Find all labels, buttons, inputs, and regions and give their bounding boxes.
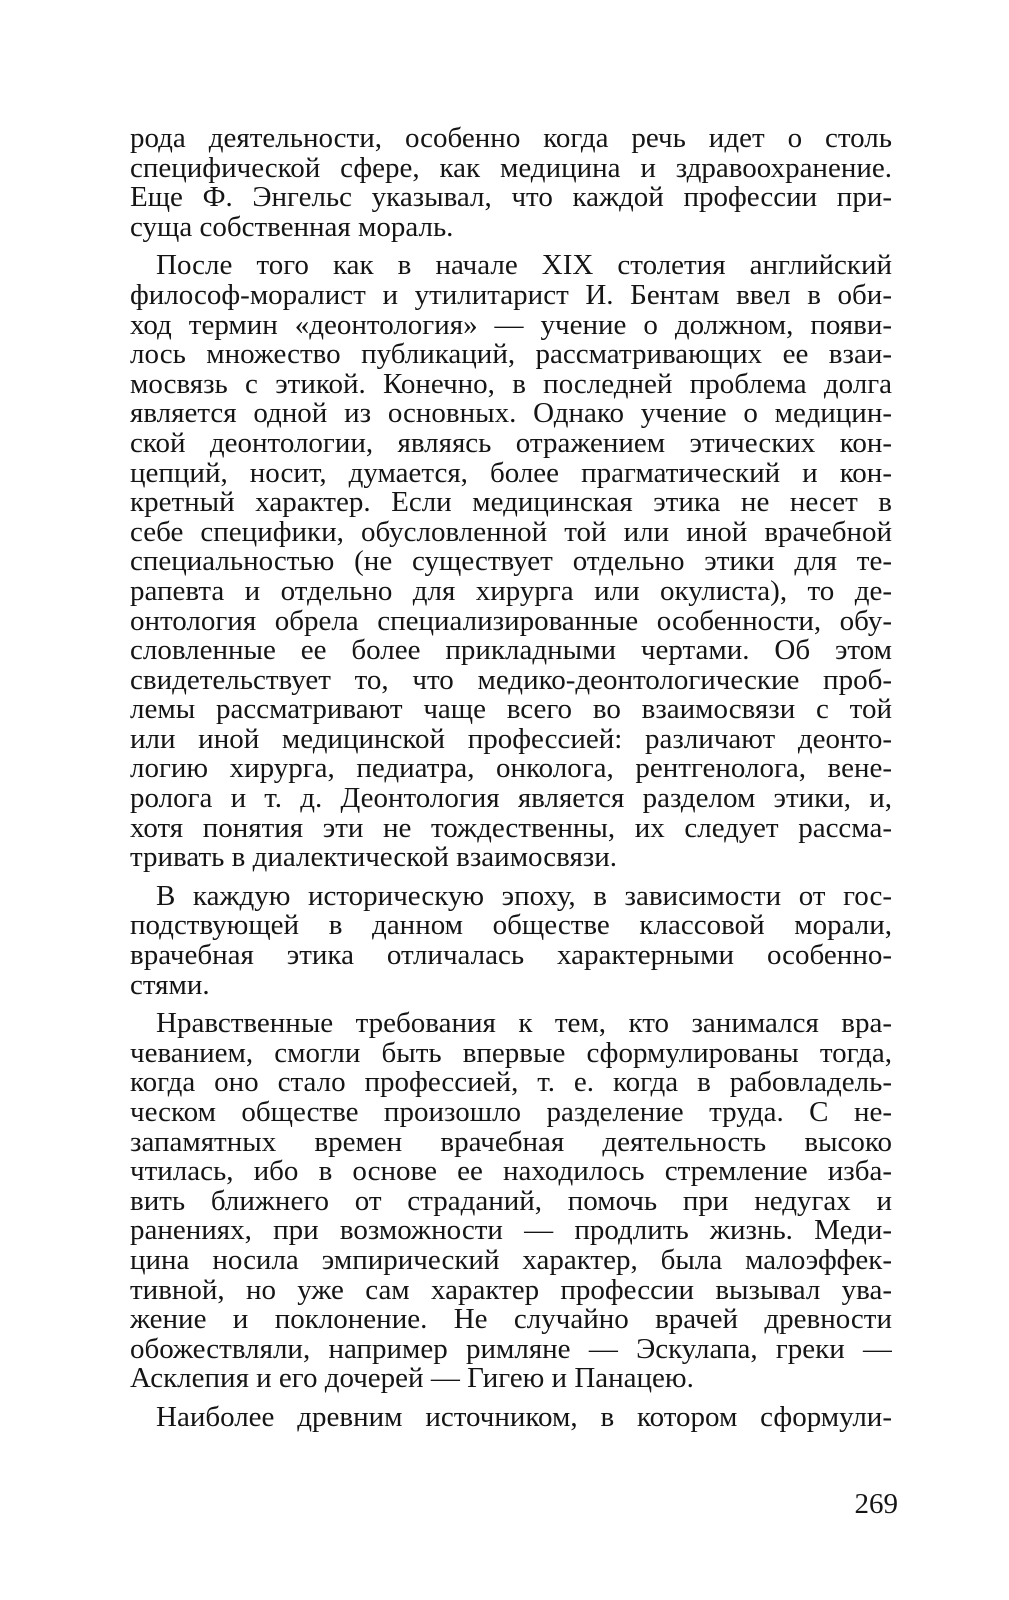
text-line: жение и поклонение. Не случайно врачей древности [130,1305,892,1335]
text-line: Асклепия и его дочерей — Гигею и Панацею. [130,1364,694,1394]
page-number: 269 [854,1488,898,1520]
text-line: ческом обществе произошло разделение труда. С не- [130,1098,892,1128]
text-line: себе специфики, обусловленной той или иной врачебной [130,517,892,548]
text-line: логию хирурга, педиатра, онколога, рентгенолога, вене- [130,754,892,785]
text-line: Нравственные требования к тем, кто занимался вра- [156,1009,892,1039]
text-line: чеванием, смогли быть впервые сформулированы тогда, [130,1038,892,1069]
text-line: ход термин «деонтология» — учение о должном, появи- [130,310,892,341]
text-line: После того как в начале XIX столетия английский [156,251,892,281]
text-line: запамятных времен врачебная деятельность высоко [130,1127,892,1158]
text-line: свидетельствует то, что медико-деонтологические проб- [130,665,892,696]
text-line: рапевта и отдельно для хирурга или окулиста), то де- [130,576,892,607]
text-line: подствующей в данном обществе классовой морали, [130,911,892,942]
text-line: хотя понятия эти не тождественны, их следует рассма- [130,813,892,844]
text-line: кретный характер. Если медицинская этика не несет в [130,488,892,518]
text-line: специальностью (не существует отдельно этики для те- [130,547,892,577]
paragraph [130,1403,892,1433]
text-line: или иной медицинской профессией: различают деонто- [130,724,892,755]
text-line: вить ближнего от страданий, помочь при недугах и [130,1186,892,1217]
text-line: тривать в диалектической взаимосвязи. [130,843,618,873]
text-line: чтилась, ибо в основе ее находилось стремление изба- [130,1157,892,1187]
paragraph [130,251,892,872]
text-line: специфической сфере, как медицина и здравоохранение. [130,153,892,184]
text-line: мосвязь с этикой. Конечно, в последней проблема долга [130,369,892,400]
text-line: стями. [130,970,210,1001]
text-line: философ-моралист и утилитарист И. Бентам ввел в оби- [130,280,892,311]
text-line: суща собственная мораль. [130,212,454,243]
text-line: ской деонтологии, являясь отражением этических кон- [130,428,892,459]
paragraph [130,1009,892,1394]
text-line: врачебная этика отличалась характерными особенно- [130,941,892,971]
text-line: онтология обрела специализированные особенности, обу- [130,606,892,637]
text-line: Еще Ф. Энгельс указывал, что каждой профессии при- [130,183,892,213]
text-line: словленные ее более прикладными чертами. Об этом [130,636,892,666]
text-line: лемы рассматривают чаще всего во взаимосвязи с той [130,695,892,725]
text-line: Наиболее древним источником, в котором сформули- [156,1402,892,1433]
page-text-body [130,124,892,1433]
text-line: В каждую историческую эпоху, в зависимости от гос- [156,881,892,912]
text-line: является одной из основных. Однако учение о медицин- [130,399,892,429]
text-line: цепций, носит, думается, более прагматический и кон- [130,458,892,489]
text-line: цина носила эмпирический характер, была малоэффек- [130,1245,892,1276]
paragraph [130,882,892,1000]
text-line: ролога и т. д. Деонтология является разделом этики, и, [130,784,892,814]
text-line: тивной, но уже сам характер профессии вызывал ува- [130,1275,892,1306]
text-line: рода деятельности, особенно когда речь идет о столь [130,124,892,154]
text-line: лось множество публикаций, рассматривающих ее взаи- [130,340,892,370]
text-line: когда оно стало профессией, т. е. когда в рабовладель- [130,1068,892,1098]
paragraph [130,124,892,242]
text-line: ранениях, при возможности — продлить жизнь. Меди- [130,1216,892,1246]
text-line: обожествляли, например римляне — Эскулапа, греки — [130,1334,892,1365]
